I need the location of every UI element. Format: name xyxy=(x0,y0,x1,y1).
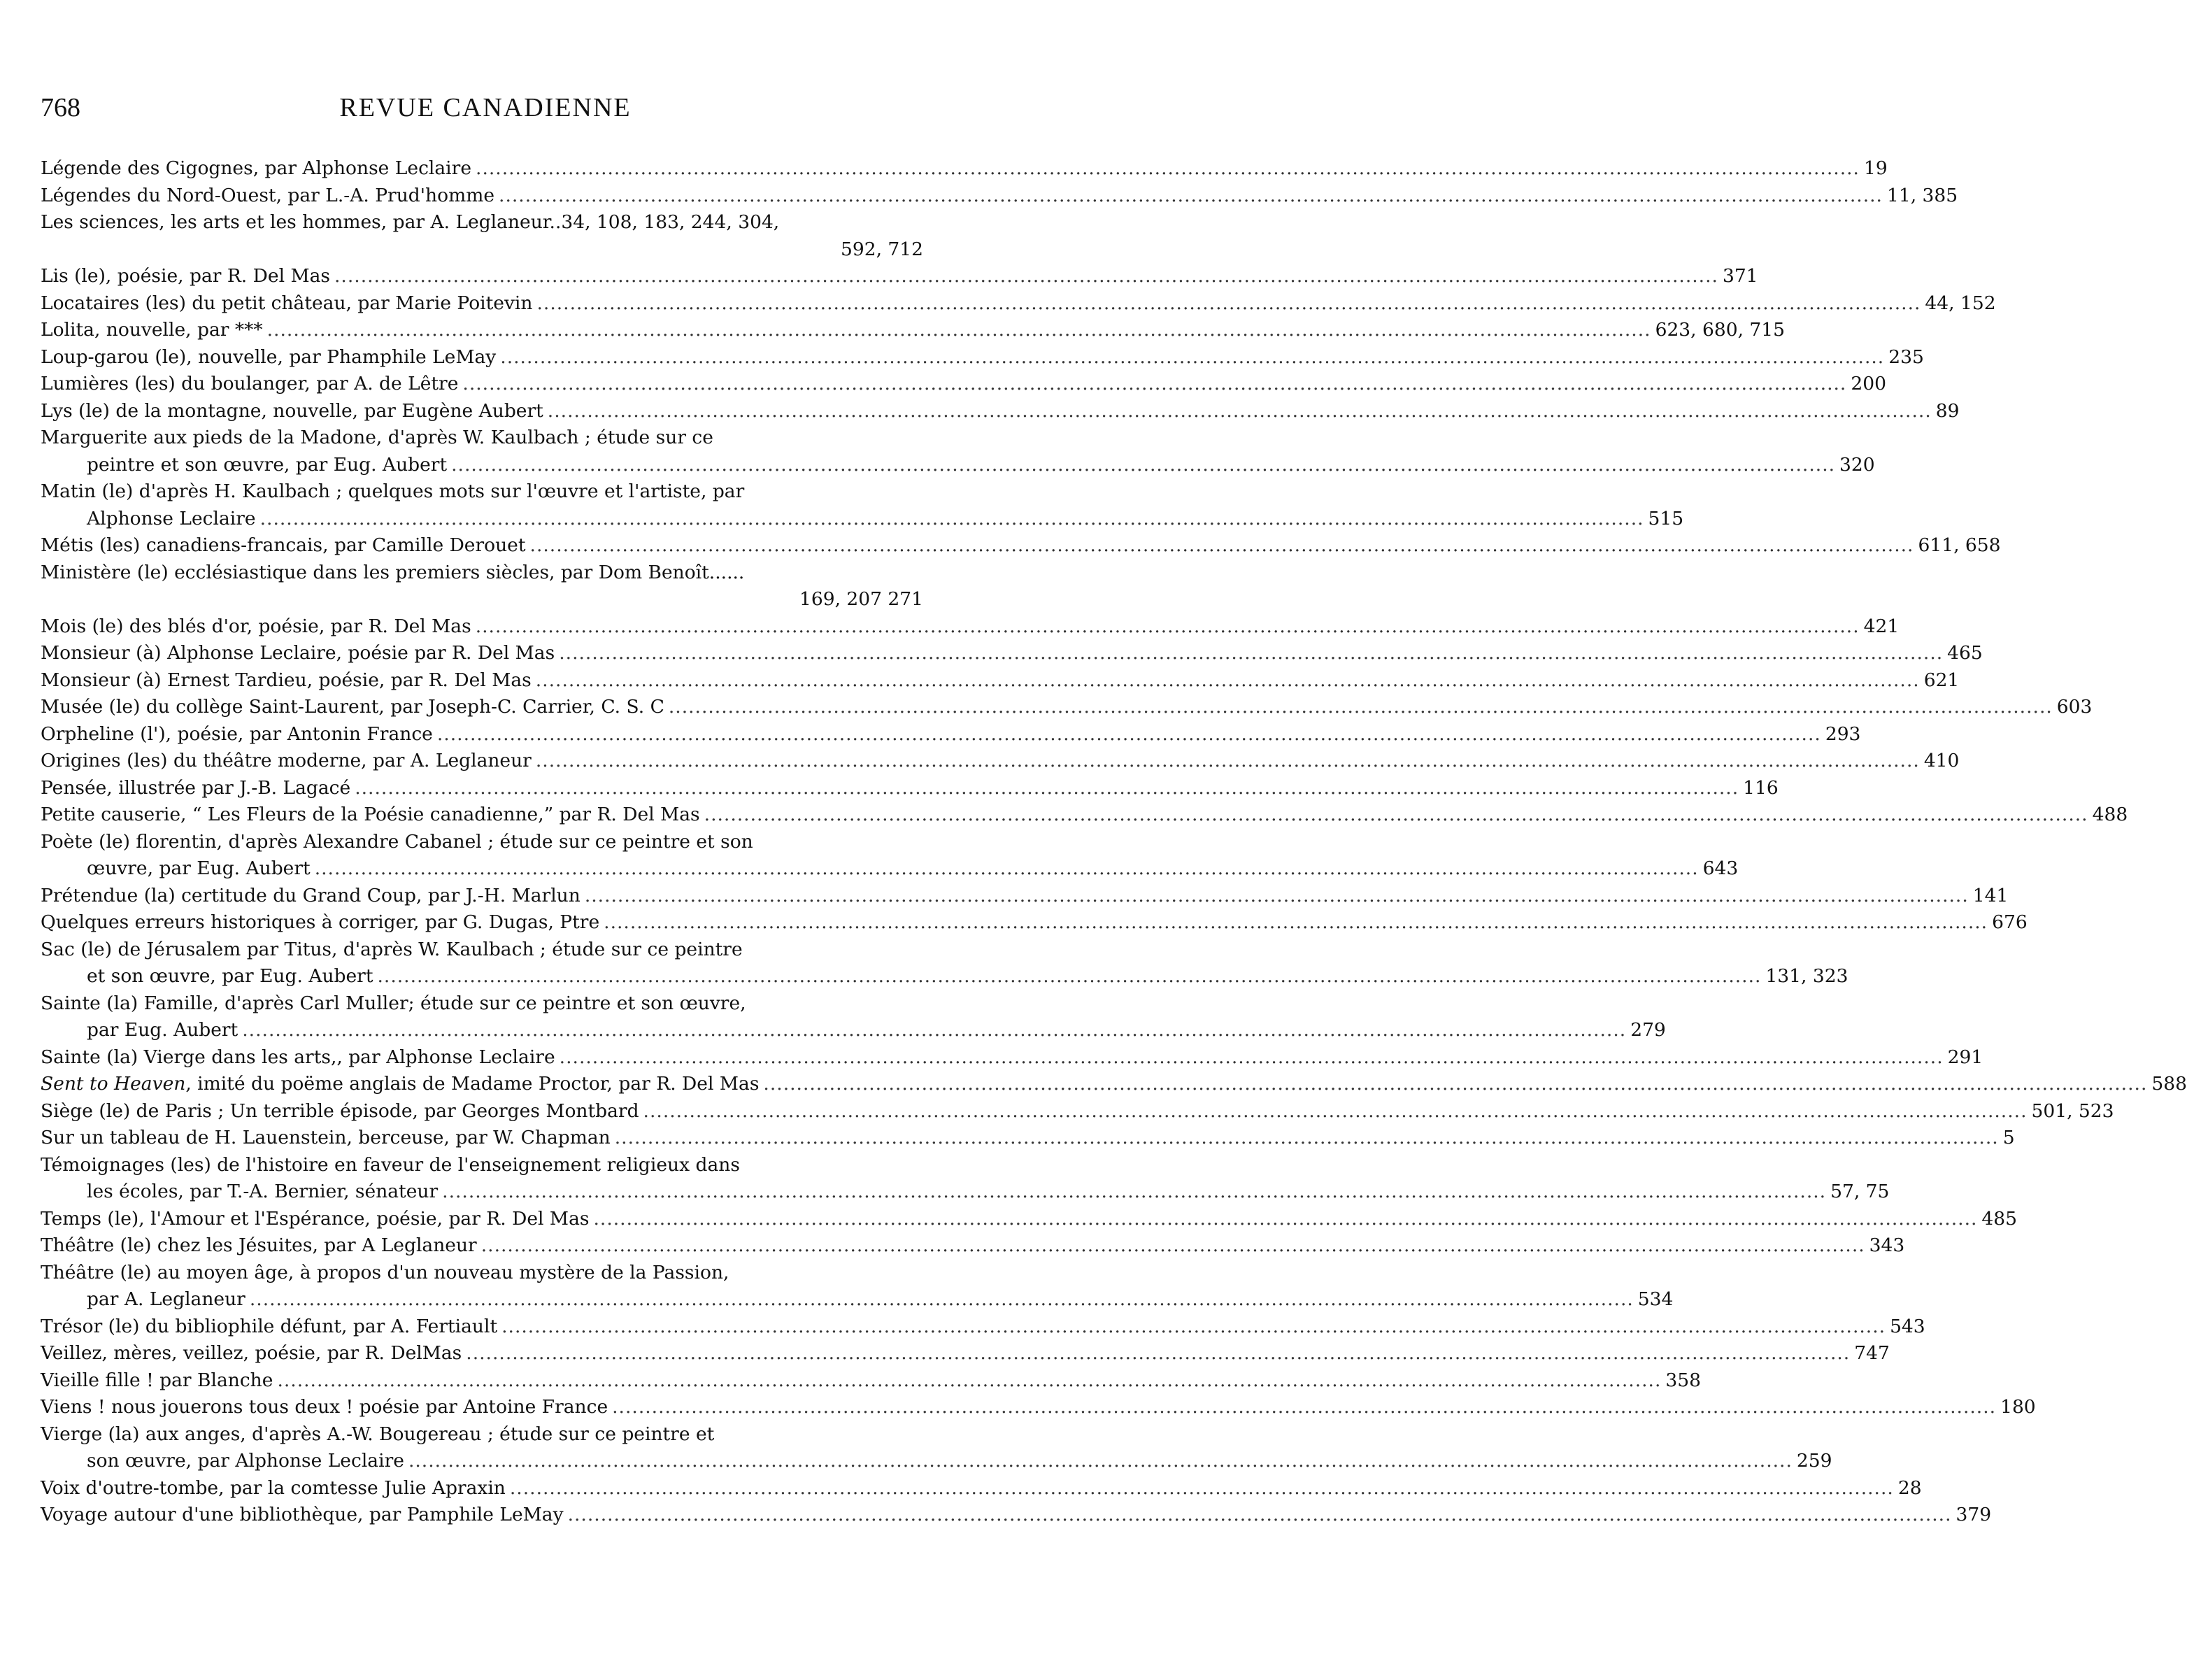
entry-line xyxy=(41,1179,1890,1206)
entry-pages: 515 xyxy=(1648,507,1684,529)
entry-title: Prétendue (la) certitude du Grand Coup, par J.-H. Marlun xyxy=(41,884,580,906)
dot-leader xyxy=(568,1502,1952,1529)
entry-pages: 488 xyxy=(2092,804,2128,825)
index-entry xyxy=(41,371,1886,398)
entry-pages: 621 xyxy=(1923,669,1960,691)
dot-leader xyxy=(559,640,1943,667)
entry-title: par A. Leglaneur xyxy=(87,1288,245,1310)
entry-title: Théâtre (le) chez les Jésuites, par A Leglaneur xyxy=(41,1234,477,1256)
dot-leader xyxy=(615,1125,1999,1152)
index-entry xyxy=(41,829,1739,883)
entry-line xyxy=(41,1232,1905,1260)
index-entry xyxy=(41,290,1996,318)
entry-title: Légende des Cigognes, par Alphonse Leclaire xyxy=(41,157,472,179)
index-entry xyxy=(41,1314,1925,1341)
dot-leader xyxy=(462,371,1846,398)
entry-line xyxy=(41,506,1684,533)
index-entry xyxy=(41,1502,1992,1529)
entry-line xyxy=(41,748,1960,775)
index-entry xyxy=(41,667,1960,695)
entry-pages: 116 xyxy=(1743,776,1779,799)
entry-pages: 320 xyxy=(1839,453,1875,476)
entry-line xyxy=(41,1125,2015,1152)
entry-line xyxy=(41,990,923,1018)
entry-title: Alphonse Leclaire xyxy=(87,507,256,529)
entry-title: Viens ! nous jouerons tous deux ! poésie par Antoine France xyxy=(41,1396,608,1418)
entry-pages: 200 xyxy=(1851,373,1886,394)
entry-title: Lolita, nouvelle, par *** xyxy=(41,319,263,341)
index-entry xyxy=(41,344,1924,371)
dot-leader xyxy=(315,855,1699,883)
entry-line xyxy=(41,1314,1925,1341)
entry-line xyxy=(41,829,923,856)
entry-pages: 131, 323 xyxy=(1765,965,1848,987)
entry-title: Trésor (le) du bibliophile défunt, par A. Fertiault xyxy=(41,1315,498,1337)
entry-title: Sainte (la) Vierge dans les arts,, par Alphonse Leclaire xyxy=(41,1046,555,1068)
entry-title: Lumières (les) du boulanger, par A. de Lêtre xyxy=(41,373,459,394)
dot-leader xyxy=(481,1232,1865,1260)
dot-leader xyxy=(476,155,1860,183)
entry-pages: 534 xyxy=(1637,1288,1674,1310)
entry-pages: 44, 152 xyxy=(1925,292,1996,314)
dot-leader xyxy=(536,667,1920,695)
dot-leader xyxy=(476,613,1860,641)
entry-line xyxy=(41,560,923,587)
entry-line xyxy=(41,1340,1890,1367)
entry-title: Origines (les) du théâtre moderne, par A. Leglaneur xyxy=(41,750,532,771)
entry-line xyxy=(41,1017,1666,1044)
entry-pages: 279 xyxy=(1630,1019,1666,1041)
dot-leader xyxy=(501,1314,1886,1341)
index-entry xyxy=(41,748,1960,775)
entry-pages: 293 xyxy=(1825,722,1861,745)
entry-line xyxy=(41,586,923,613)
index-entry xyxy=(41,425,1875,478)
index-entry xyxy=(41,1125,2015,1152)
entry-pages: 343 xyxy=(1869,1234,1905,1256)
dot-leader xyxy=(530,532,1914,560)
dot-leader xyxy=(355,775,1739,802)
entry-title: Petite causerie, “ Les Fleurs de la Poésie canadienne,” par R. Del Mas xyxy=(41,804,700,825)
entry-title: Témoignages (les) de l'histoire en faveur de l'enseignement religieux dans xyxy=(41,1153,740,1176)
entry-line xyxy=(41,1421,923,1448)
entry-line xyxy=(41,855,1739,883)
index-entry xyxy=(41,560,923,613)
dot-leader xyxy=(442,1179,1826,1206)
dot-leader xyxy=(334,263,1718,290)
index-entry xyxy=(41,183,1958,210)
entry-pages: 592, 712 xyxy=(840,238,923,260)
entry-title: Lis (le), poésie, par R. Del Mas xyxy=(41,265,330,287)
running-head: REVUE CANADIENNE xyxy=(339,93,632,122)
dot-leader xyxy=(612,1394,1996,1421)
dot-leader xyxy=(510,1475,1894,1502)
dot-leader xyxy=(560,1044,1944,1072)
dot-leader xyxy=(277,1367,1661,1395)
entry-pages: 28 xyxy=(1897,1476,1922,1499)
entry-line xyxy=(41,1448,1832,1475)
index-entry xyxy=(41,155,1888,183)
entry-title: Vierge (la) aux anges, d'après A.-W. Bougereau ; étude sur ce peintre et xyxy=(41,1423,715,1445)
entry-line xyxy=(41,937,923,964)
entry-pages: 358 xyxy=(1665,1369,1701,1391)
entry-title: Voyage autour d'une bibliothèque, par Pamphile LeMay xyxy=(41,1504,564,1525)
entry-line xyxy=(41,317,1786,344)
index-entry xyxy=(41,1340,1890,1367)
index-entry xyxy=(41,640,1983,667)
dot-leader xyxy=(466,1340,1850,1367)
entry-title: Temps (le), l'Amour et l'Espérance, poésie, par R. Del Mas xyxy=(41,1207,590,1230)
dot-leader xyxy=(451,452,1835,479)
entry-line xyxy=(41,802,2128,829)
entry-pages: 235 xyxy=(1888,346,1924,368)
entry-line xyxy=(41,155,1888,183)
index-entry xyxy=(41,1367,1701,1395)
entry-title: Marguerite aux pieds de la Madone, d'après W. Kaulbach ; étude sur ce xyxy=(41,427,713,448)
entry-pages: 11, 385 xyxy=(1886,184,1958,206)
dot-leader xyxy=(536,290,1921,318)
entry-line xyxy=(41,1098,2114,1125)
entry-pages: 371 xyxy=(1722,265,1758,287)
entry-line xyxy=(41,883,2009,910)
dot-leader xyxy=(585,883,1969,910)
entry-pages: 379 xyxy=(1956,1504,1992,1525)
entry-pages: 643 xyxy=(1702,857,1739,879)
index-entry xyxy=(41,1394,2036,1421)
index-entries xyxy=(41,155,2187,1529)
entry-pages: 623, 680, 715 xyxy=(1655,319,1786,341)
entry-pages: 421 xyxy=(1863,615,1900,637)
index-entry xyxy=(41,883,2009,910)
entry-title: œuvre, par Eug. Aubert xyxy=(87,857,311,879)
index-entry xyxy=(41,398,1960,425)
entry-line xyxy=(41,909,2028,937)
entry-title: Locataires (les) du petit château, par Marie Poitevin xyxy=(41,292,533,314)
entry-line xyxy=(41,963,1848,990)
index-entry xyxy=(41,775,1779,802)
entry-title: Matin (le) d'après H. Kaulbach ; quelques mots sur l'œuvre et l'artiste, par xyxy=(41,480,745,502)
dot-leader xyxy=(593,1206,1977,1233)
entry-pages: 603 xyxy=(2056,696,2093,718)
entry-title: les écoles, par T.-A. Bernier, sénateur xyxy=(87,1181,439,1202)
index-entry xyxy=(41,532,2001,560)
entry-pages: 543 xyxy=(1890,1315,1925,1337)
dot-leader xyxy=(548,398,1932,425)
index-entry xyxy=(41,478,1684,532)
entry-line xyxy=(41,775,1779,802)
entry-pages: 676 xyxy=(1992,911,2028,933)
entry-line xyxy=(41,236,923,264)
entry-title: Lys (le) de la montagne, nouvelle, par Eugène Aubert xyxy=(41,399,543,422)
entry-title: Loup-garou (le), nouvelle, par Phamphile LeMay xyxy=(41,346,497,368)
entry-pages: 485 xyxy=(1981,1207,2018,1230)
entry-line xyxy=(41,1206,2018,1233)
index-entry xyxy=(41,1232,1905,1260)
dot-leader xyxy=(643,1098,2028,1125)
entry-pages: 291 xyxy=(1947,1046,1983,1068)
entry-pages: 57, 75 xyxy=(1830,1181,1890,1202)
entry-line xyxy=(41,1502,1992,1529)
dot-leader xyxy=(408,1448,1793,1475)
entry-pages: 465 xyxy=(1947,642,1983,664)
dot-leader xyxy=(267,317,1651,344)
entry-line xyxy=(41,1286,1674,1314)
entry-pages: 89 xyxy=(1935,399,1960,422)
entry-pages: 141 xyxy=(1972,884,2009,906)
entry-line xyxy=(41,290,1996,318)
entry-title: Théâtre (le) au moyen âge, à propos d'un nouveau mystère de la Passion, xyxy=(41,1261,729,1283)
dot-leader xyxy=(500,344,1884,371)
entry-pages: 747 xyxy=(1854,1342,1890,1364)
dot-leader xyxy=(704,802,2088,829)
index-entry xyxy=(41,1206,2018,1233)
index-entry xyxy=(41,263,1758,290)
entry-pages: 169, 207 271 xyxy=(799,588,923,610)
entry-title: Sac (le) de Jérusalem par Titus, d'après W. Kaulbach ; étude sur ce peintre xyxy=(41,938,743,960)
entry-title: Ministère (le) ecclésiastique dans les premiers siècles, par Dom Benoît...... xyxy=(41,561,745,583)
dot-leader xyxy=(260,506,1644,533)
entry-title: Les sciences, les arts et les hommes, par A. Leglaneur..34, 108, 183, 244, 304, xyxy=(41,211,780,233)
entry-title: Métis (les) canadiens-francais, par Camille Derouet xyxy=(41,534,526,556)
entry-title: son œuvre, par Alphonse Leclaire xyxy=(87,1450,404,1472)
entry-line xyxy=(41,183,1958,210)
index-entry xyxy=(41,613,1900,641)
page-header xyxy=(41,92,930,127)
entry-title: Monsieur (à) Alphonse Leclaire, poésie par R. Del Mas xyxy=(41,642,555,664)
entry-title: Monsieur (à) Ernest Tardieu, poésie, par R. Del Mas xyxy=(41,669,532,691)
entry-line xyxy=(41,1152,923,1179)
entry-line xyxy=(41,1044,1983,1072)
index-entry xyxy=(41,1071,2187,1098)
entry-line xyxy=(41,640,1983,667)
index-entry xyxy=(41,1421,1832,1475)
entry-line xyxy=(41,532,2001,560)
entry-pages: 19 xyxy=(1863,157,1888,179)
entry-line xyxy=(41,452,1875,479)
entry-title: par Eug. Aubert xyxy=(87,1019,238,1041)
entry-title: Sainte (la) Famille, d'après Carl Muller; étude sur ce peintre et son œuvre, xyxy=(41,992,746,1014)
dot-leader xyxy=(763,1071,2147,1098)
entry-line xyxy=(41,425,923,452)
dot-leader xyxy=(242,1017,1626,1044)
entry-line xyxy=(41,613,1900,641)
entry-title: peintre et son œuvre, par Eug. Aubert xyxy=(87,453,448,476)
entry-title: Sent to Heaven, imité du poëme anglais de Madame Proctor, par R. Del Mas xyxy=(41,1073,760,1095)
entry-pages: 5 xyxy=(2002,1127,2015,1148)
entry-line xyxy=(41,1475,1922,1502)
index-entry xyxy=(41,990,1666,1044)
index-entry xyxy=(41,1260,1674,1314)
index-entry xyxy=(41,317,1786,344)
index-entry xyxy=(41,1152,1890,1206)
dot-leader xyxy=(669,694,2053,721)
dot-leader xyxy=(250,1286,1634,1314)
entry-line xyxy=(41,1367,1701,1395)
entry-pages: 611, 658 xyxy=(1918,534,2001,556)
entry-title: Orpheline (l'), poésie, par Antonin France xyxy=(41,722,433,745)
index-entry xyxy=(41,1098,2114,1125)
dot-leader xyxy=(536,748,1920,775)
dot-leader xyxy=(499,183,1883,210)
entry-line xyxy=(41,694,2093,721)
entry-pages: 259 xyxy=(1796,1450,1832,1472)
entry-line xyxy=(41,667,1960,695)
entry-title: Sur un tableau de H. Lauenstein, berceuse, par W. Chapman xyxy=(41,1127,611,1148)
index-entry xyxy=(41,1044,1983,1072)
index-entry xyxy=(41,909,2028,937)
entry-title: Poète (le) florentin, d'après Alexandre Cabanel ; étude sur ce peintre et son xyxy=(41,830,753,853)
entry-line xyxy=(41,344,1924,371)
index-entry xyxy=(41,802,2128,829)
page-number: 768 xyxy=(41,93,80,122)
index-entry xyxy=(41,1475,1922,1502)
entry-line xyxy=(41,371,1886,398)
entry-title: Pensée, illustrée par J.-B. Lagacé xyxy=(41,776,351,799)
dot-leader xyxy=(377,963,1761,990)
index-entry xyxy=(41,721,1861,748)
entry-pages: 501, 523 xyxy=(2031,1099,2114,1122)
entry-line xyxy=(41,398,1960,425)
entry-line xyxy=(41,1260,923,1287)
entry-pages: 588 xyxy=(2151,1073,2187,1095)
entry-line xyxy=(41,263,1758,290)
index-entry xyxy=(41,694,2093,721)
entry-title: Musée (le) du collège Saint-Laurent, par Joseph-C. Carrier, C. S. C xyxy=(41,696,664,718)
entry-pages: 410 xyxy=(1923,750,1960,771)
entry-title: Légendes du Nord-Ouest, par L.-A. Prud'homme xyxy=(41,184,495,206)
entry-title: et son œuvre, par Eug. Aubert xyxy=(87,965,373,987)
entry-pages: 180 xyxy=(2000,1396,2036,1418)
entry-title: Siège (le) de Paris ; Un terrible épisode, par Georges Montbard xyxy=(41,1099,639,1122)
dot-leader xyxy=(437,721,1821,748)
entry-line xyxy=(41,1071,2187,1098)
dot-leader xyxy=(604,909,1988,937)
entry-title: Vieille fille ! par Blanche xyxy=(41,1369,273,1391)
entry-line xyxy=(41,478,923,506)
index-entry xyxy=(41,209,923,263)
index-entry xyxy=(41,937,1848,990)
entry-title: Mois (le) des blés d'or, poésie, par R. Del Mas xyxy=(41,615,471,637)
entry-line xyxy=(41,1394,2036,1421)
entry-line xyxy=(41,209,923,236)
entry-line xyxy=(41,721,1861,748)
entry-title: Voix d'outre-tombe, par la comtesse Julie Apraxin xyxy=(41,1476,506,1499)
entry-title: Quelques erreurs historiques à corriger, par G. Dugas, Ptre xyxy=(41,911,600,933)
entry-title: Veillez, mères, veillez, poésie, par R. DelMas xyxy=(41,1342,462,1364)
